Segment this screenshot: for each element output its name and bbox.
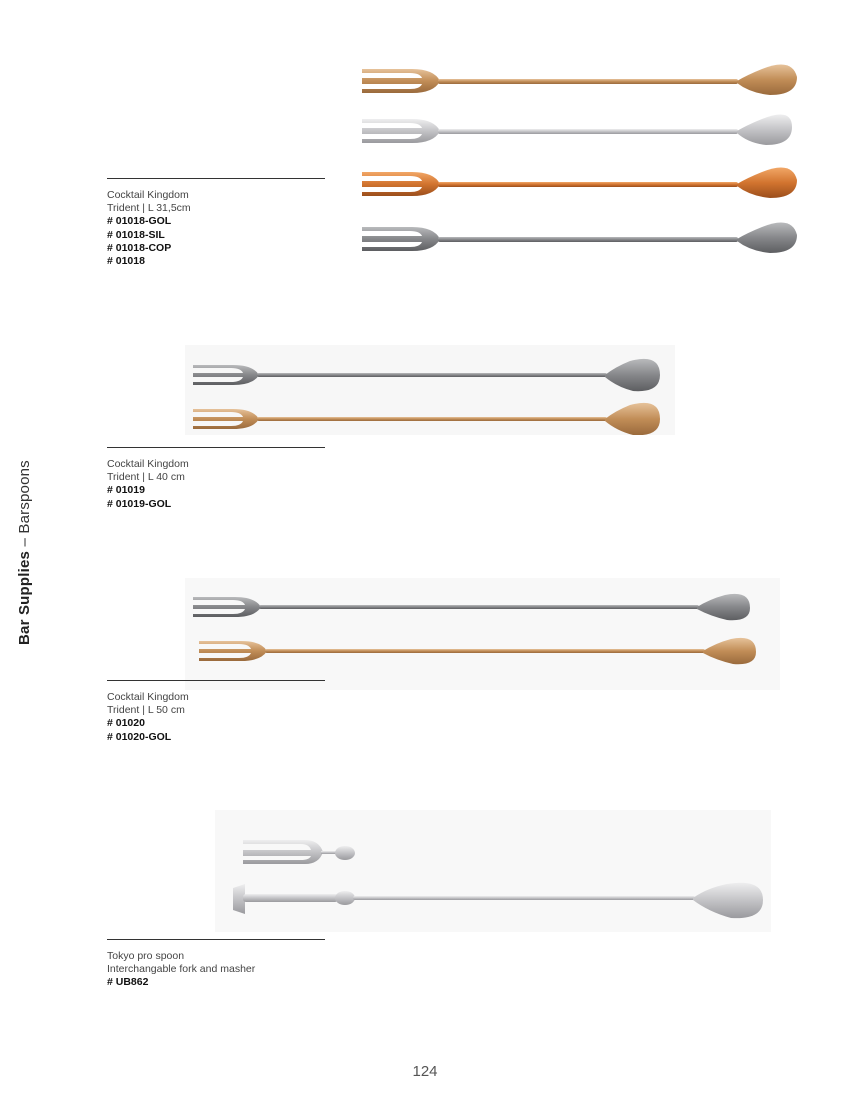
product-code: # 01018-SIL (107, 228, 165, 241)
product-name: Trident | L 40 cm (107, 471, 185, 484)
product-caption (107, 458, 367, 511)
brand-name: Cocktail Kingdom (107, 458, 189, 470)
product-code: # 01020-GOL (107, 730, 172, 743)
product-image-trident-50cm (185, 578, 780, 690)
product-image-trident-40cm (185, 345, 675, 435)
product-code: # 01020 (107, 717, 145, 730)
brand-name: Cocktail Kingdom (107, 691, 189, 703)
product-name: Trident | L 31,5cm (107, 202, 191, 215)
divider (107, 680, 325, 681)
product-caption (107, 189, 367, 268)
divider (107, 178, 325, 179)
section-title (16, 445, 40, 645)
product-description: Interchangable fork and masher (107, 963, 256, 976)
product-image-trident-31cm (352, 55, 812, 265)
product-image-tokyo-pro-spoon (215, 810, 771, 932)
page-number: 124 (412, 1063, 438, 1080)
product-caption (107, 691, 367, 744)
barspoon-gold (362, 65, 797, 96)
product-name: Tokyo pro spoon (107, 950, 185, 962)
product-code: # UB862 (107, 976, 149, 989)
product-caption (107, 950, 367, 990)
product-name: Trident | L 50 cm (107, 704, 185, 717)
product-code: # 01018 (107, 255, 145, 268)
product-code: # 01018-COP (107, 241, 172, 254)
section-title-light: – Barspoons (16, 460, 33, 551)
barspoon-silver (362, 115, 792, 146)
barspoon-steel (362, 223, 797, 254)
product-code: # 01019-GOL (107, 497, 172, 510)
barspoon-copper (362, 168, 797, 199)
product-code: # 01019 (107, 484, 145, 497)
brand-name: Cocktail Kingdom (107, 189, 189, 201)
divider (107, 447, 325, 448)
divider (107, 939, 325, 940)
section-title-bold: Bar Supplies (16, 550, 33, 645)
product-code: # 01018-GOL (107, 215, 172, 228)
